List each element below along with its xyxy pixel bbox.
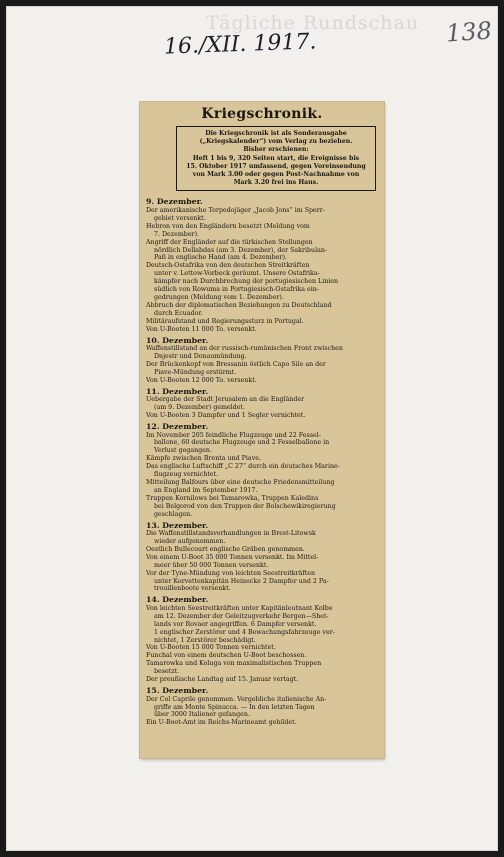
entry-line: Hebron von den Engländern besetzt (Meldung vom bbox=[146, 222, 310, 230]
entry-line: Militäraufstand und Regierungssturz in Portugal. bbox=[146, 317, 304, 325]
entry-line: gebiet versenkt. bbox=[154, 214, 206, 222]
chronicle-entries bbox=[140, 197, 384, 727]
handwritten-page-number: 138 bbox=[445, 16, 493, 48]
entry-line: Der Col Caprile genommen. Vergebliche italienische An- bbox=[146, 695, 327, 703]
entry-line: 1 englischer Zerstörer und 4 Bewachungsfahrzeuge ver- bbox=[154, 628, 335, 636]
day-section bbox=[146, 422, 378, 519]
entry-line: Dnjestr und Donaumündung. bbox=[154, 353, 247, 361]
entry-line: Der preußische Landtag auf 15. Januar vertagt. bbox=[146, 676, 299, 684]
entry-line: Mitteilung Balfours über eine deutsche Friedensmitteilung bbox=[146, 478, 335, 486]
entry-line: griffe am Monte Spinucca. — In den letzten Tagen bbox=[154, 703, 315, 711]
day-heading: 12. Dezember. bbox=[146, 421, 209, 431]
clipping-title: Kriegschronik. bbox=[201, 106, 323, 122]
notice-line: Die Kriegschronik ist als Sonderausgabe bbox=[205, 130, 347, 137]
entry-line: flugzeug vernichtet. bbox=[154, 471, 219, 479]
subscription-notice bbox=[176, 126, 376, 191]
entry-line: Oestlich Bullecourt englische Gräben genommen. bbox=[146, 545, 305, 553]
entry-line: Verlust gegangen. bbox=[154, 447, 212, 455]
day-heading: 10. Dezember. bbox=[146, 335, 209, 345]
entry-line: besetzt. bbox=[154, 668, 180, 676]
entry-line: unter Korvettenkapitän Heinecke 2 Dampfer und 2 Pa- bbox=[154, 577, 329, 585]
day-section bbox=[146, 336, 378, 385]
entry-line: am 12. Dezember der Geleitzugverkehr Bergen—Shet- bbox=[154, 612, 329, 620]
entry-line: (am 9. Dezember) gemeldet. bbox=[154, 404, 245, 412]
entry-line: Der amerikanische Torpedojäger „Jacob Jons“ im Sperr- bbox=[146, 207, 325, 215]
entry-line: an England im September 1917. bbox=[154, 486, 258, 494]
entry-line: Der Brückenkopf von Bressanin östlich Capo Sile an der bbox=[146, 360, 326, 368]
entry-line: Deutsch-Ostafrika von den deutschen Streitkräften bbox=[146, 262, 310, 270]
notice-line: von Mark 3.00 oder gegen Post-Nachnahme von bbox=[192, 171, 360, 179]
entry-line: Funchal von einem deutschen U-Boot beschossen. bbox=[146, 652, 307, 660]
entry-line: kämpfer nach Durchbrechung der portugiesischen Linien bbox=[154, 278, 339, 286]
entry-line: bei Belgorod von den Truppen der Bolschewikiregierung bbox=[154, 502, 336, 510]
entry-line: durch Ecuador. bbox=[154, 309, 203, 317]
entry-line: gedrungen (Meldung vom 1. Dezember). bbox=[154, 293, 284, 301]
entry-line: geschlagen. bbox=[154, 510, 193, 518]
entry-line: Von U-Booten 11 000 To. versenkt. bbox=[146, 325, 257, 333]
day-section bbox=[146, 686, 378, 727]
entry-line: nördlich Dellabdas (am 3. Dezember), der Sakribulan- bbox=[154, 246, 328, 254]
entry-line: Abbruch der diplomatischen Beziehungen zu Deutschland bbox=[146, 301, 332, 309]
entry-line: unter v. Lettow-Vorbeck geräumt. Unsere Ostafrika- bbox=[154, 270, 320, 278]
entry-line: Ein U-Boot-Amt im Reichs-Marineamt gebildet. bbox=[146, 719, 297, 727]
day-section bbox=[146, 595, 378, 684]
notice-line: Heft 1 bis 9, 320 Seiten start, die Ereignisse bis bbox=[192, 154, 360, 162]
entry-line: Die Waffenstillstandsverhandlungen in Brest-Litowsk bbox=[146, 530, 316, 538]
entry-line: Paß in englische Hand (am 4. Dezember). bbox=[154, 254, 287, 262]
archive-page bbox=[6, 6, 498, 851]
day-section bbox=[146, 197, 378, 333]
entry-line: Vor der Tyne-Mündung von leichten Seestreitkräften bbox=[146, 569, 316, 577]
entry-line: über 3000 Italiener gefangen. bbox=[154, 711, 250, 719]
entry-line: Im November 205 feindliche Flugzeuge und 22 Fessel- bbox=[146, 431, 321, 439]
newspaper-masthead: Tägliche Rundschau bbox=[206, 12, 420, 34]
day-heading: 11. Dezember. bbox=[146, 386, 209, 396]
entry-line: Angriff der Engländer auf die türkischen Stellungen bbox=[146, 238, 313, 246]
day-section bbox=[146, 521, 378, 594]
entry-line: Von U-Booten 12 000 To. versenkt. bbox=[146, 376, 257, 384]
entry-line: Kämpfe zwischen Brenta und Piave. bbox=[146, 455, 261, 463]
entry-line: südlich von Rowuma in Portugiesisch-Ostafrika ein- bbox=[154, 286, 319, 294]
entry-line: Von leichten Seestreitkräften unter Kapitänleutnant Kolbe bbox=[146, 604, 333, 612]
day-section bbox=[146, 387, 378, 420]
entry-line: lands vor Rovaer angegriffen. 6 Dampfer versenkt. bbox=[154, 620, 317, 628]
entry-line: meer über 50 000 Tonnen versenkt. bbox=[154, 561, 269, 569]
entry-line: Das englische Luftschiff „C 27“ durch ein deutsches Marine- bbox=[146, 463, 340, 471]
entry-line: Von einem U-Boot 35 000 Tonnen versenkt. Im Mittel- bbox=[146, 553, 319, 561]
entry-line: wieder aufgenommen. bbox=[154, 538, 226, 546]
notice-line: 15. Oktober 1917 umfassend, gegen Voreinsendung bbox=[186, 162, 366, 170]
day-heading: 15. Dezember. bbox=[146, 686, 209, 696]
entry-line: Piave-Mündung erstürmt. bbox=[154, 368, 237, 376]
entry-line: Tamarowka und Koluga von maximalistischen Truppen bbox=[146, 660, 322, 668]
notice-line: Mark 3.20 frei ins Haus. bbox=[233, 179, 319, 187]
entry-line: Truppen Kornilows bei Tamarowka, Truppen Kaledins bbox=[146, 494, 319, 502]
entry-line: Waffenstillstand an der russisch-rumänischen Front zwischen bbox=[146, 345, 343, 353]
notice-line: Bisher erschienen: bbox=[243, 146, 309, 154]
entry-line: nichtet, 1 Zerstörer beschädigt. bbox=[154, 636, 256, 644]
notice-line: („Kriegskalender“) vom Verlag zu beziehen. bbox=[199, 138, 353, 146]
entry-line: Von U-Booten 15 000 Tonnen vernichtet. bbox=[146, 644, 276, 652]
handwritten-date: 16./XII. 1917. bbox=[163, 29, 317, 60]
day-heading: 14. Dezember. bbox=[146, 595, 209, 605]
day-heading: 9. Dezember. bbox=[146, 197, 203, 207]
entry-line: Von U-Booten 3 Dampfer und 1 Segler vernichtet. bbox=[146, 412, 306, 420]
newspaper-clipping bbox=[140, 102, 384, 758]
entry-line: Uebergabe der Stadt Jerusalem an die Engländer bbox=[146, 396, 305, 404]
entry-line: ballone, 60 deutsche Flugzeuge und 2 Fesselballone in bbox=[154, 439, 330, 447]
entry-line: 7. Dezember). bbox=[154, 230, 200, 238]
entry-line: trouillenboote versenkt. bbox=[154, 585, 231, 593]
day-heading: 13. Dezember. bbox=[146, 520, 209, 530]
